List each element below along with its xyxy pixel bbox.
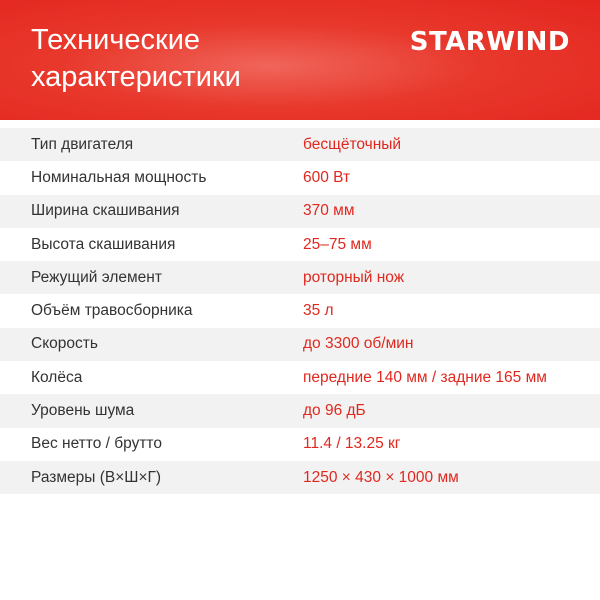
- title-line-2: характеристики: [31, 61, 241, 93]
- spec-value: 11.4 / 13.25 кг: [303, 435, 401, 453]
- spec-label: Уровень шума: [31, 402, 135, 420]
- spec-value: 25–75 мм: [303, 235, 372, 253]
- spec-row-cutting-height: [0, 228, 600, 261]
- spec-label: Скорость: [31, 335, 98, 353]
- header-banner: [0, 0, 600, 120]
- spec-row-wheels: [0, 361, 600, 394]
- spec-value: 1250 × 430 × 1000 мм: [303, 468, 459, 486]
- page-title: [31, 22, 351, 96]
- spec-value: 370 мм: [303, 202, 355, 220]
- spec-label: Ширина скашивания: [31, 202, 180, 220]
- spec-row-weight: [0, 428, 600, 461]
- spec-row-cutting-element: [0, 261, 600, 294]
- brand-logo: STARWIND: [409, 27, 570, 57]
- spec-table: [0, 128, 600, 494]
- spec-row-engine-type: [0, 128, 600, 161]
- spec-value: роторный нож: [303, 268, 405, 286]
- spec-label: Вес нетто / брутто: [31, 435, 162, 453]
- spec-label: Высота скашивания: [31, 235, 176, 253]
- spec-row-cutting-width: [0, 195, 600, 228]
- spec-label: Номинальная мощность: [31, 168, 207, 186]
- spec-row-grass-box: [0, 294, 600, 327]
- spec-row-noise: [0, 394, 600, 427]
- title-line-1: Технические: [31, 24, 201, 56]
- spec-value: 35 л: [303, 302, 334, 320]
- spec-value: передние 140 мм / задние 165 мм: [303, 368, 547, 386]
- spec-value: до 96 дБ: [303, 402, 366, 420]
- spec-value: бесщёточный: [303, 135, 402, 153]
- spec-row-power: [0, 161, 600, 194]
- spec-label: Размеры (В×Ш×Г): [31, 468, 162, 486]
- spec-row-speed: [0, 328, 600, 361]
- spec-label: Тип двигателя: [31, 135, 134, 153]
- spec-value: до 3300 об/мин: [303, 335, 414, 353]
- spec-label: Колёса: [31, 368, 83, 386]
- spec-label: Объём травосборника: [31, 302, 193, 320]
- spec-row-dimensions: [0, 461, 600, 494]
- spec-value: 600 Вт: [303, 168, 351, 186]
- spec-label: Режущий элемент: [31, 268, 162, 286]
